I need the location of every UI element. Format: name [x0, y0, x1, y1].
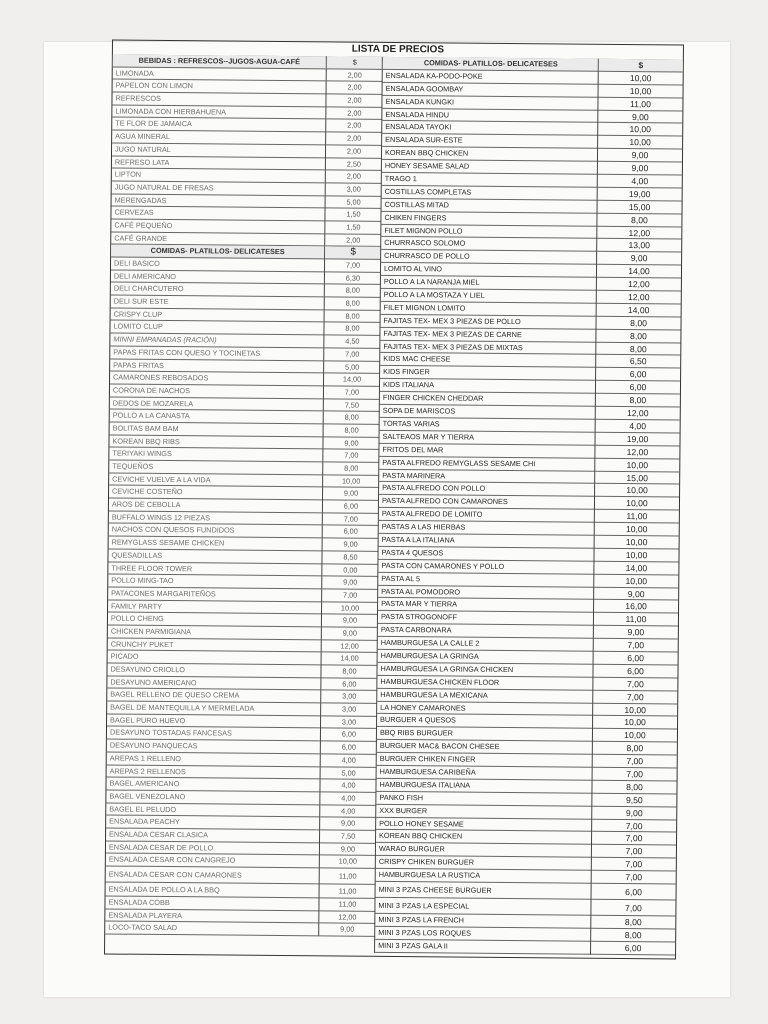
right-item-price: 7,00: [592, 845, 676, 859]
left-item-price: 9,00: [322, 577, 378, 590]
right-item-name: FRITOS DEL MAR: [379, 444, 595, 459]
left-item-price: 8,00: [324, 412, 380, 425]
right-item-price: 16,00: [594, 600, 678, 614]
left-item-name: CEVICHE VUELVE A LA VIDA: [109, 473, 322, 488]
right-item-name: PASTA MARINERA: [379, 469, 595, 484]
left-price-header: $: [325, 247, 381, 260]
right-item-price: 4,00: [596, 420, 680, 434]
right-item-name: ENSALADA KUNGKI: [382, 96, 598, 111]
right-item-name: PASTA AL 5: [378, 572, 594, 587]
left-item-price: 12,00: [319, 911, 375, 924]
right-item-name: FILET MIGNON POLLO: [381, 224, 597, 239]
right-item-name: COSTILLAS MITAD: [382, 199, 598, 214]
right-item-name: FINGER CHICKEN CHEDDAR: [380, 392, 596, 407]
right-item-name: ENSALADA HINDU: [382, 108, 598, 123]
right-item-name: COSTILLAS COMPLETAS: [382, 186, 598, 201]
left-name-column: [105, 55, 326, 937]
right-item-name: WARAO BURGUER: [376, 843, 592, 858]
right-item-price: 10,00: [593, 716, 677, 730]
right-item-price: 9,00: [597, 252, 681, 266]
left-item-name: BAGEL VENEZOLANO: [106, 790, 319, 805]
left-item-price: 2,00: [326, 145, 382, 158]
right-item-price: 15,00: [598, 201, 682, 215]
left-item-price: 11,00: [320, 884, 376, 898]
left-item-name: LIMONADA: [113, 67, 326, 82]
left-item-price: 7,50: [324, 399, 380, 412]
left-item-price: 7,00: [324, 386, 380, 399]
left-item-price: 9,00: [320, 818, 376, 831]
left-item-name: FAMILY PARTY: [108, 600, 321, 615]
left-price-column: [318, 56, 383, 937]
left-item-price: 1,50: [325, 221, 381, 234]
left-item-price: 2,00: [326, 120, 382, 133]
left-item-price: 9,00: [322, 615, 378, 628]
right-item-name: POLLO A LA NARANJA MIEL: [381, 276, 597, 291]
right-item-price: 12,00: [597, 226, 681, 240]
right-item-name: MINI 3 PZAS LA ESPECIAL: [375, 898, 591, 916]
right-item-name: POLLO HONEY SESAME: [376, 817, 592, 832]
right-item-price: 9,50: [592, 794, 676, 808]
left-item-price: 8,00: [325, 285, 381, 298]
right-item-price: 15,00: [595, 471, 679, 485]
left-item-price: 2,00: [327, 69, 383, 82]
left-item-price: 8,00: [321, 665, 377, 678]
right-item-price: 11,00: [598, 97, 682, 111]
right-item-price: 6,00: [593, 665, 677, 679]
right-item-name: CRISPY CHIKEN BURGUER: [376, 856, 592, 871]
left-item-name: BAGEL EL PELUDO: [106, 803, 319, 818]
left-item-price: 4,50: [324, 336, 380, 349]
left-item-name: DELI BASICO: [111, 258, 324, 273]
right-item-name: CHIKEN FINGERS: [381, 212, 597, 227]
left-item-price: 6,00: [323, 526, 379, 539]
left-item-name: CRUNCHY PUKET: [108, 638, 321, 653]
right-item-name: HAMBURGUESA LA MEXICANA: [377, 689, 593, 704]
right-item-name: ENSALADA TAYOKI: [382, 121, 598, 136]
left-item-price: 9,00: [323, 437, 379, 450]
left-item-name: DESAYUNO TOSTADAS FANCESAS: [107, 727, 320, 742]
left-item-name: ENSALADA PLAYERA: [105, 909, 318, 924]
right-item-name: ENSALADA GOOMBAY: [383, 83, 599, 98]
left-item-name: CAFÉ PEQUEÑO: [111, 219, 324, 234]
left-item-price: 9,00: [323, 488, 379, 501]
left-item-name: ENSALADA CESAR DE POLLO: [106, 841, 319, 856]
right-item-name: PASTA ALFREDO REMYGLASS SESAME CHI: [379, 456, 595, 471]
right-item-name: BBQ RIBS BURGUER: [377, 727, 593, 742]
left-item-price: 4,00: [321, 754, 377, 767]
right-item-name: HAMBURGUESA CARIBEÑA: [377, 766, 593, 781]
left-item-price: 9,00: [322, 627, 378, 640]
right-item-name: BURGUER MAC& BACON CHESEE: [377, 740, 593, 755]
right-item-name: PASTA A LA ITALIANA: [379, 534, 595, 549]
right-item-price: 9,00: [598, 149, 682, 163]
right-item-name: MINI 3 PZAS LA FRENCH: [375, 914, 591, 929]
right-item-name: PASTA ALFREDO CON POLLO: [379, 482, 595, 497]
right-item-price: 6,00: [596, 368, 680, 382]
right-item-name: LA HONEY CAMARONES: [377, 701, 593, 716]
right-item-name: KIDS ITALIANA: [380, 379, 596, 394]
left-item-price: 2,00: [326, 133, 382, 146]
right-item-price: 14,00: [597, 304, 681, 318]
left-item-price: 2,00: [326, 94, 382, 107]
right-item-name: MINI 3 PZAS CHEESE BURGUER: [376, 882, 592, 900]
right-item-name: PASTA ALFREDO CON CAMARONES: [379, 495, 595, 510]
right-item-price: 10,00: [599, 85, 683, 99]
left-item-name: ENSALADA CESAR CON CANGREJO: [106, 854, 319, 869]
right-item-price: 6,00: [591, 942, 675, 956]
left-item-name: CAMARONES REBOSADOS: [110, 372, 323, 387]
right-item-price: 7,00: [592, 871, 676, 885]
left-item-price: 12,00: [322, 640, 378, 653]
right-item-price: 7,00: [594, 639, 678, 653]
left-item-name: TEQUEÑOS: [109, 461, 322, 476]
left-item-name: THREE FLOOR TOWER: [108, 562, 321, 577]
left-item-price: 6,00: [321, 741, 377, 754]
left-item-name: JUGO NATURAL: [112, 143, 325, 158]
page-title: LISTA DE PRECIOS: [113, 41, 683, 61]
right-item-name: HAMBURGUESA CHICKEN FLOOR: [377, 676, 593, 691]
left-item-name: PAPELON CON LIMON: [113, 80, 326, 95]
left-item-name: DEDOS DE MOZARELA: [110, 397, 323, 412]
left-item-name: PAPAS FRITAS CON QUESO Y TOCINETAS: [110, 346, 323, 361]
right-item-price: 10,00: [595, 536, 679, 550]
right-item-price: 10,00: [595, 497, 679, 511]
left-item-price: 3,00: [321, 716, 377, 729]
right-item-price: 6,50: [596, 355, 680, 369]
right-item-price: 10,00: [593, 703, 677, 717]
left-item-name: BAGEL PURO HUEVO: [107, 714, 320, 729]
left-item-price: 8,00: [325, 310, 381, 323]
left-item-name: NACHOS CON QUESOS FUNDIDOS: [109, 524, 322, 539]
left-item-price: 5,00: [321, 767, 377, 780]
left-section-header: COMIDAS- PLATILLOS- DELICATESES: [111, 245, 324, 260]
left-item-name: DELI SUR ESTE: [111, 296, 324, 311]
right-item-name: PASTA MAR Y TIERRA: [378, 598, 594, 613]
left-item-name: DESAYUNO AMERICANO: [107, 676, 320, 691]
left-item-price: 8,50: [322, 551, 378, 564]
left-item-name: BAGEL DE MANTEQUILLA Y MERMELADA: [107, 702, 320, 717]
left-item-price: 6,00: [321, 729, 377, 742]
left-item-price: 9,00: [319, 924, 375, 937]
right-item-price: 4,00: [598, 175, 682, 189]
left-item-name: PICADO: [108, 651, 321, 666]
left-item-price: 7,00: [322, 589, 378, 602]
left-item-name: PAPAS FRITAS: [110, 359, 323, 374]
right-item-price: 7,00: [593, 690, 677, 704]
left-item-name: LOCO-TACO SALAD: [105, 922, 318, 937]
right-item-price: 6,00: [596, 381, 680, 395]
left-item-price: 8,00: [324, 323, 380, 336]
left-item-price: 6,00: [321, 678, 377, 691]
left-item-price: 7,00: [323, 513, 379, 526]
left-item-price: 10,00: [320, 856, 376, 869]
left-item-name: CRISPY CLUP: [111, 308, 324, 323]
left-item-name: BAGEL AMERICANO: [106, 778, 319, 793]
left-item-name: BAGEL RELLENO DE QUESO CREMA: [107, 689, 320, 704]
left-item-name: AREPAS 2 RELLENOS: [107, 765, 320, 780]
right-item-price: 11,00: [595, 510, 679, 524]
left-item-name: AREPAS 1 RELLENO: [107, 752, 320, 767]
right-item-price: 10,00: [594, 574, 678, 588]
left-item-price: 4,00: [320, 805, 376, 818]
left-item-name: REFRESO LATA: [112, 156, 325, 171]
right-item-price: 7,00: [592, 832, 676, 846]
right-item-name: PASTAS A LAS HIERBAS: [379, 521, 595, 536]
right-item-price: 12,00: [597, 291, 681, 305]
right-item-price: 12,00: [596, 407, 680, 421]
left-item-price: 0,00: [322, 564, 378, 577]
left-item-price: 3,00: [326, 183, 382, 196]
right-item-name: MINI 3 PZAS LOS ROQUES: [375, 927, 591, 942]
left-item-name: DELI CHARCUTERO: [111, 283, 324, 298]
left-item-name: QUESADILLAS: [108, 549, 321, 564]
right-item-price: 10,00: [595, 484, 679, 498]
right-item-name: KIDS FINGER: [380, 366, 596, 381]
right-item-price: 8,00: [591, 929, 675, 943]
right-item-price: 7,00: [592, 858, 676, 872]
left-item-name: DESAYUNO PANQUECAS: [107, 740, 320, 755]
right-name-column: [374, 57, 599, 955]
right-item-price: 8,00: [592, 781, 676, 795]
left-item-name: CAFÉ GRANDE: [111, 232, 324, 247]
left-item-name: KOREAN BBQ RIBS: [109, 435, 322, 450]
right-item-price: 9,00: [598, 162, 682, 176]
right-item-name: PASTA CARBONARA: [378, 624, 594, 639]
right-item-price: 9,00: [594, 587, 678, 601]
right-item-price: 8,00: [593, 742, 677, 756]
right-item-price: 6,00: [594, 652, 678, 666]
left-item-name: POLLO CHENG: [108, 613, 321, 628]
left-item-price: 8,00: [325, 297, 381, 310]
left-item-name: LOMITO CLUP: [110, 321, 323, 336]
right-item-name: FAJITAS TEX- MEX 3 PIEZAS DE POLLO: [380, 315, 596, 330]
right-item-price: 19,00: [598, 188, 682, 202]
right-item-name: HAMBURGUESA LA CALLE 2: [378, 637, 594, 652]
left-item-name: LIMONADA CON HIERBAHUENA: [112, 105, 325, 120]
left-item-price: 6,30: [325, 272, 381, 285]
right-item-name: LOMITO AL VINO: [381, 263, 597, 278]
left-item-price: 11,00: [319, 898, 375, 911]
right-item-price: 19,00: [595, 433, 679, 447]
right-item-price: 14,00: [594, 561, 678, 575]
right-item-price: 10,00: [594, 549, 678, 563]
left-item-price: 2,00: [326, 171, 382, 184]
left-item-price: 14,00: [322, 653, 378, 666]
left-item-name: BOLITAS BAM BAM: [110, 422, 323, 437]
left-item-name: TERIYAKI WINGS: [109, 448, 322, 463]
left-item-name: AROS DE CEBOLLA: [109, 499, 322, 514]
right-item-price: 9,00: [592, 806, 676, 820]
right-price-column: [590, 59, 683, 955]
right-item-price: 8,00: [596, 317, 680, 331]
right-item-name: HAMBURGUESA LA RUSTICA: [376, 869, 592, 884]
right-item-name: CHURRASCO DE POLLO: [381, 250, 597, 265]
right-item-name: HONEY SESAME SALAD: [382, 160, 598, 175]
paper-sheet: [44, 42, 730, 997]
left-item-price: 2,00: [326, 107, 382, 120]
left-item-name: ENSALADA CESAR CON CAMARONES: [106, 866, 319, 884]
right-item-price: 12,00: [595, 445, 679, 459]
left-item-name: POLLO A LA CANASTA: [110, 410, 323, 425]
right-item-name: CHURRASCO SOLOMO: [381, 237, 597, 252]
left-item-price: 2,00: [327, 82, 383, 95]
right-item-name: BURGUER CHIKEN FINGER: [377, 753, 593, 768]
right-price-header: $: [599, 59, 683, 73]
right-item-name: KOREAN BBQ CHICKEN: [382, 147, 598, 162]
right-item-name: PASTA AL POMODORO: [378, 585, 594, 600]
left-item-price: 3,00: [321, 703, 377, 716]
right-item-price: 8,00: [591, 916, 675, 930]
right-item-name: KIDS MAC CHEESE: [380, 353, 596, 368]
right-item-name: POLLO A LA MOSTAZA Y LIEL: [381, 289, 597, 304]
left-item-price: 5,00: [324, 361, 380, 374]
right-section-header: COMIDAS- PLATILLOS- DELICATESES: [383, 57, 599, 72]
left-item-price: 2,50: [326, 158, 382, 171]
right-item-name: PASTA CON CAMARONES Y POLLO: [378, 560, 594, 575]
left-item-name: CORONA DE NACHOS: [110, 384, 323, 399]
right-item-price: 7,00: [592, 819, 676, 833]
left-item-price: 14,00: [324, 374, 380, 387]
right-item-price: 10,00: [598, 136, 682, 150]
left-price-header: $: [327, 56, 383, 69]
right-item-price: 8,00: [596, 329, 680, 343]
right-item-name: XXX BURGER: [376, 805, 592, 820]
left-item-price: 7,00: [325, 259, 381, 272]
right-item-price: 7,00: [593, 755, 677, 769]
left-item-name: CEVICHE COSTEÑO: [109, 486, 322, 501]
right-item-price: 8,00: [596, 342, 680, 356]
right-item-price: 14,00: [597, 265, 681, 279]
left-item-name: ENSALADA PEACHY: [106, 816, 319, 831]
left-item-name: AGUA MINERAL: [112, 131, 325, 146]
right-item-price: 8,00: [596, 394, 680, 408]
left-item-name: LIPTON: [112, 169, 325, 184]
right-item-name: SALTEAOS MAR Y TIERRA: [379, 431, 595, 446]
left-item-price: 11,00: [320, 868, 376, 884]
left-item-price: 8,00: [323, 462, 379, 475]
right-item-price: 11,00: [594, 613, 678, 627]
left-item-price: 7,00: [323, 450, 379, 463]
right-item-name: PASTA 4 QUESOS: [378, 547, 594, 562]
left-item-name: MERENGADAS: [112, 194, 325, 209]
right-item-name: HAMBURGUESA LA GRINGA: [378, 650, 594, 665]
left-item-name: CERVEZAS: [111, 207, 324, 222]
right-item-name: TORTAS VARIAS: [380, 418, 596, 433]
left-item-price: 7,50: [320, 830, 376, 843]
right-item-name: BURGUER 4 QUESOS: [377, 714, 593, 729]
right-item-name: SOPA DE MARISCOS: [380, 405, 596, 420]
left-item-price: 1,50: [325, 209, 381, 222]
left-item-name: REFRESCOS: [112, 93, 325, 108]
right-item-price: 6,00: [592, 884, 676, 901]
right-item-price: 10,00: [599, 72, 683, 86]
left-item-price: 5,00: [326, 196, 382, 209]
right-item-price: 9,00: [598, 110, 682, 124]
left-item-price: 3,00: [321, 691, 377, 704]
left-item-price: 7,00: [324, 348, 380, 361]
right-item-price: 10,00: [593, 729, 677, 743]
left-item-name: MINNI EMPANADAS (RACIÓN): [110, 334, 323, 349]
right-item-price: 10,00: [595, 523, 679, 537]
left-item-name: DESAYUNO CRIOLLO: [107, 664, 320, 679]
right-item-price: 7,00: [593, 768, 677, 782]
right-item-name: TRAGO 1: [382, 173, 598, 188]
right-item-name: FAJITAS TEX- MEX 3 PIEZAS DE CARNE: [380, 328, 596, 343]
left-item-name: ENSALADA COBB: [105, 896, 318, 911]
left-item-name: POLLO MING-TAO: [108, 575, 321, 590]
left-item-price: 4,00: [320, 792, 376, 805]
left-item-name: TE FLOR DE JAMAICA: [112, 118, 325, 133]
left-item-name: REMYGLASS SESAME CHICKEN: [109, 537, 322, 552]
right-item-price: 12,00: [597, 278, 681, 292]
right-item-name: HAMBURGUESA LA GRINGA CHICKEN: [377, 663, 593, 678]
right-item-name: HAMBURGUESA ITALIANA: [376, 779, 592, 794]
left-item-price: 6,00: [323, 500, 379, 513]
right-item-name: PASTA STROGONOFF: [378, 611, 594, 626]
right-item-price: 10,00: [595, 458, 679, 472]
left-item-name: BUFFALO WINGS 12 PIEZAS: [109, 511, 322, 526]
right-item-name: FAJITAS TEX- MEX 3 PIEZAS DE MIXTAS: [380, 340, 596, 355]
left-item-name: CHICKEN PARMIGIANA: [108, 625, 321, 640]
left-item-price: 9,00: [320, 843, 376, 856]
left-item-price: 2,00: [325, 234, 381, 247]
right-item-name: PASTA ALFREDO DE LOMITO: [379, 508, 595, 523]
right-item-name: ENSALADA KA-PODO-POKE: [383, 70, 599, 85]
right-item-name: KOREAN BBQ CHICKEN: [376, 830, 592, 845]
left-item-price: 8,00: [324, 424, 380, 437]
price-table: [104, 40, 684, 960]
left-item-price: 10,00: [322, 602, 378, 615]
right-item-price: 8,00: [597, 213, 681, 227]
right-item-name: FILET MIGNON LOMITO: [381, 302, 597, 317]
right-item-price: 13,00: [597, 239, 681, 253]
left-item-name: JUGO NATURAL DE FRESAS: [112, 181, 325, 196]
left-item-name: PATACONES MARGARITEÑOS: [108, 587, 321, 602]
left-item-price: 10,00: [323, 475, 379, 488]
right-item-name: MINI 3 PZAS GALA II: [375, 940, 591, 955]
left-item-name: ENSALADA DE POLLO A LA BBQ: [106, 882, 319, 898]
right-item-name: PANKO FISH: [376, 792, 592, 807]
right-item-price: 10,00: [598, 123, 682, 137]
right-item-name: ENSALADA SUR-ESTE: [382, 134, 598, 149]
left-item-name: ENSALADA CESAR CLASICA: [106, 828, 319, 843]
right-item-price: 7,00: [593, 677, 677, 691]
left-item-name: DELI AMERICANO: [111, 270, 324, 285]
left-item-price: 9,00: [323, 539, 379, 552]
right-item-price: 9,00: [594, 626, 678, 640]
left-section-header: BEBIDAS : REFRESCOS--JUGOS-AGUA-CAFÉ: [113, 55, 326, 70]
left-item-price: 4,00: [320, 780, 376, 793]
right-item-price: 7,00: [591, 900, 675, 917]
